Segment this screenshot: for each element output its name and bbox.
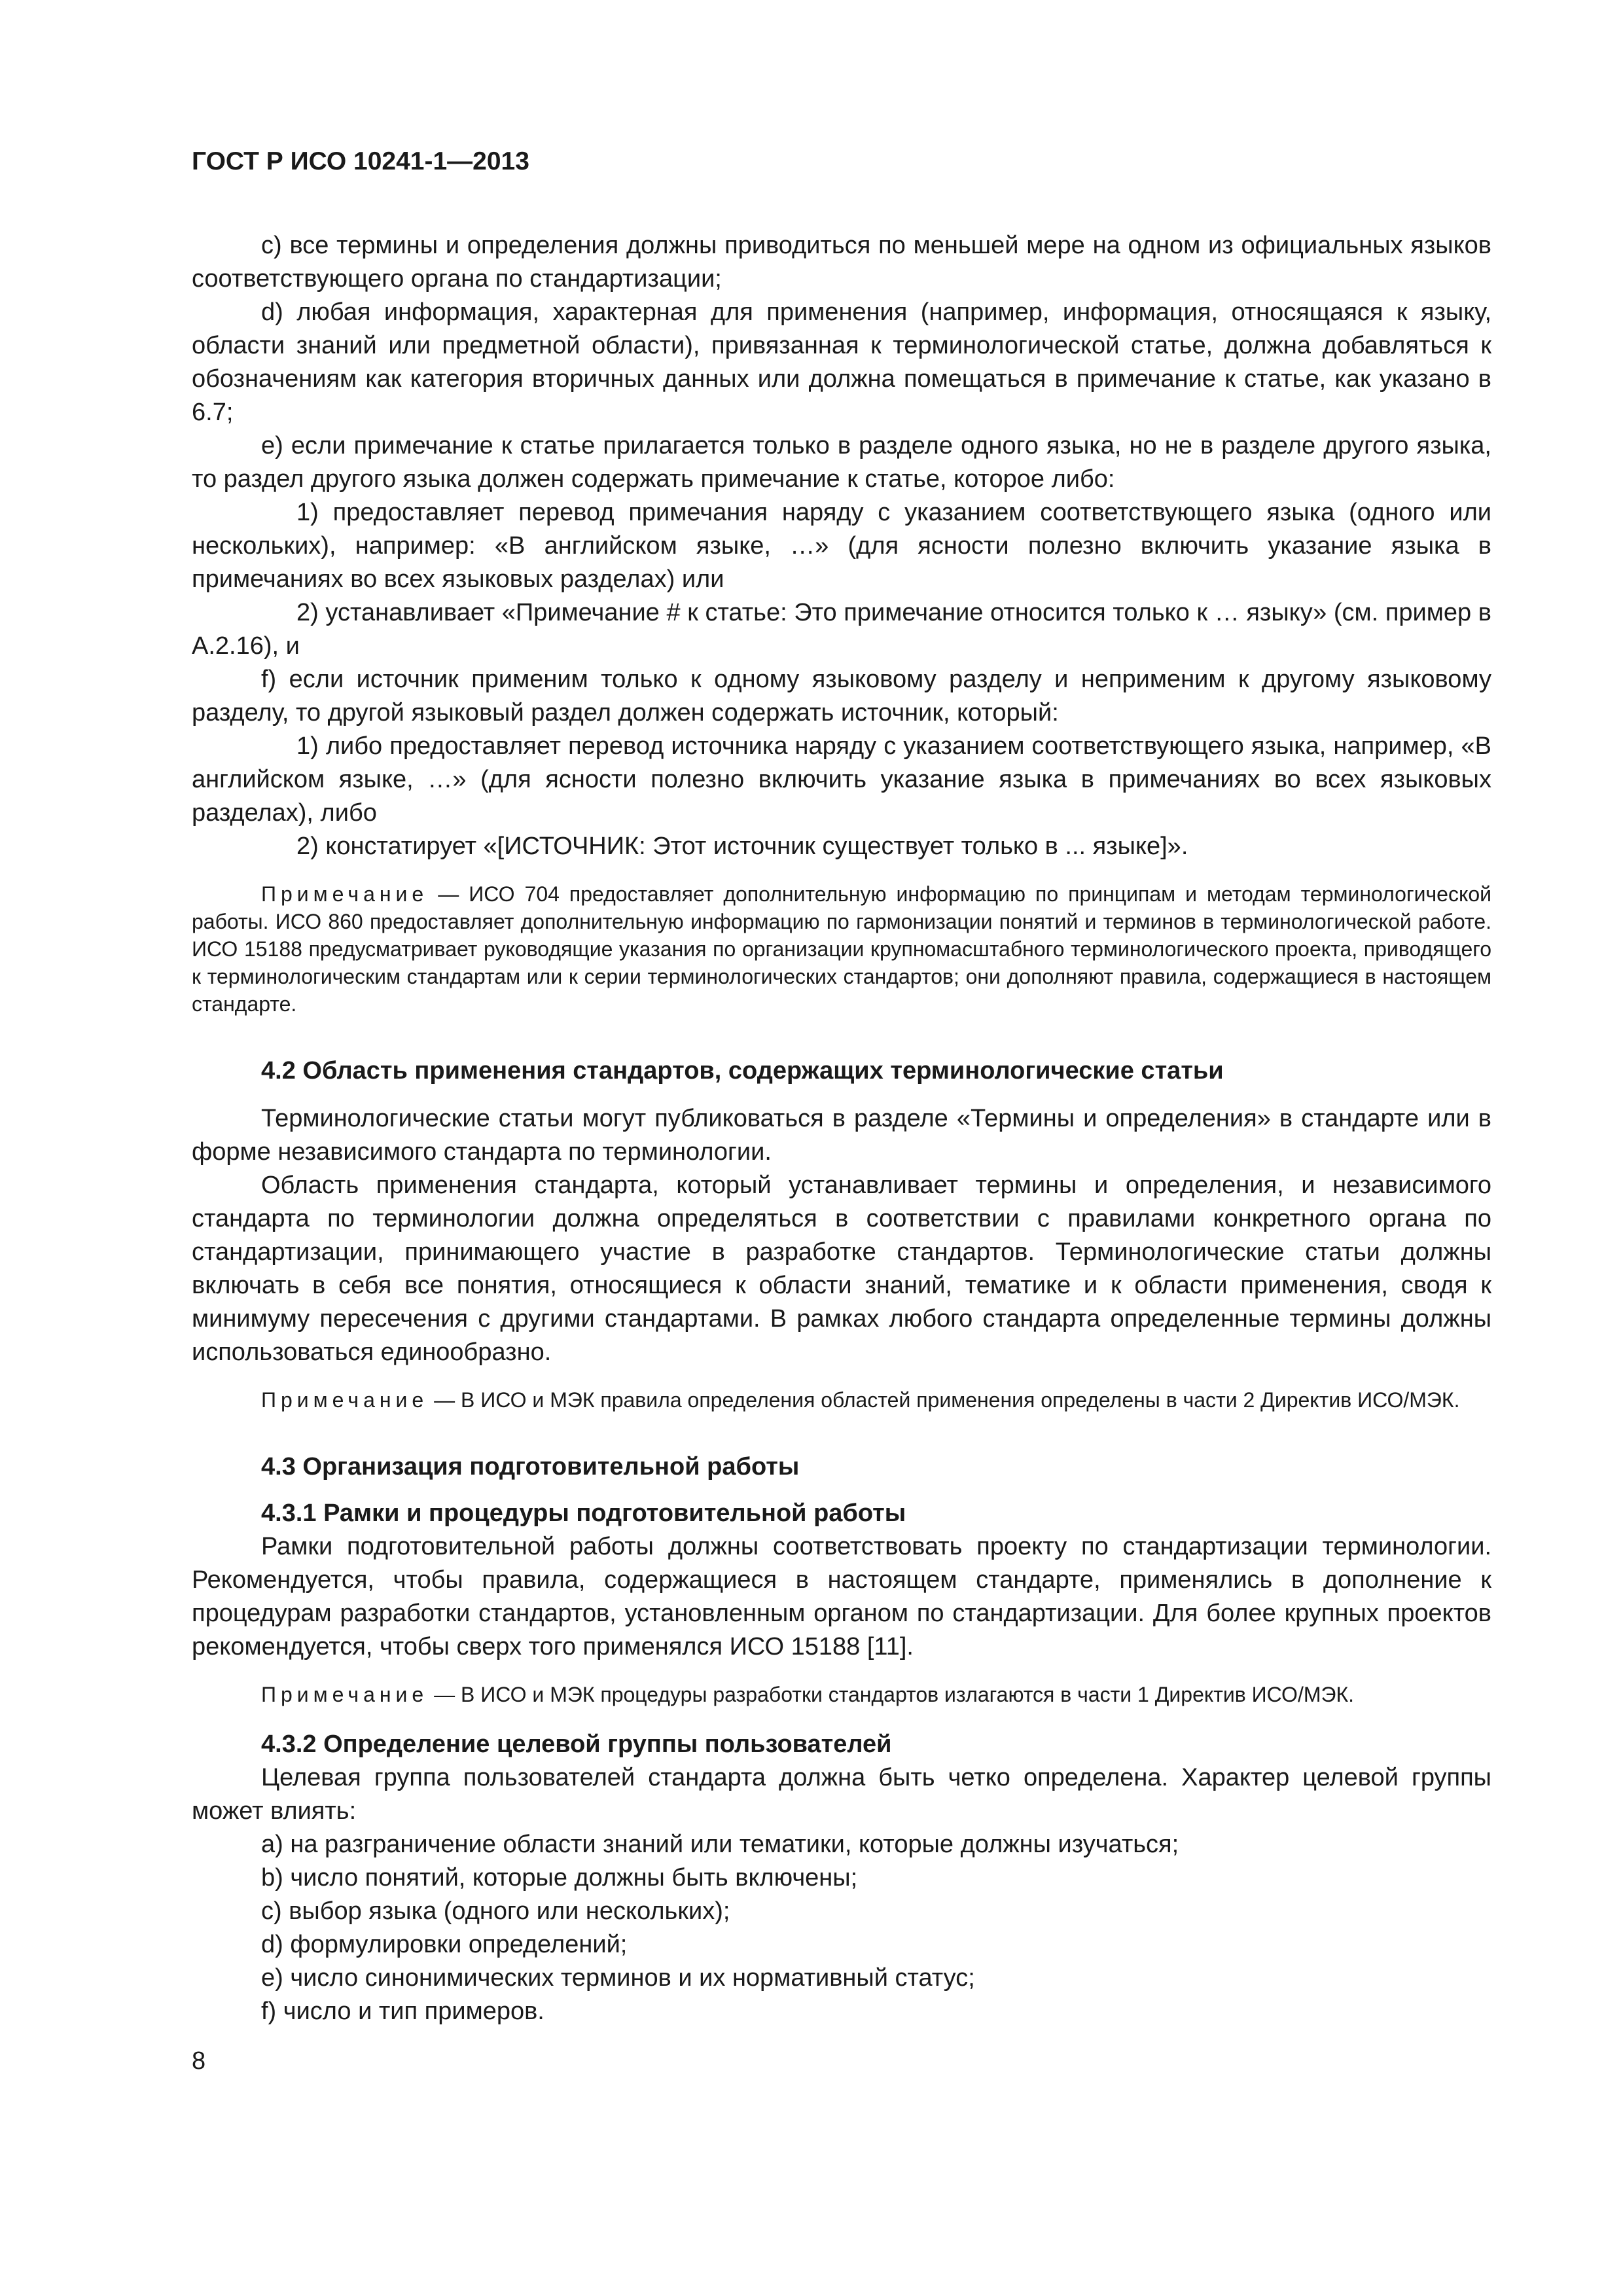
list-item-c: c) все термины и определения должны приводиться по меньшей мере на одном из официальных языков соответствующего органа по стандартизации;: [192, 232, 1491, 293]
list-item-f: f) если источник применим только к одному языковому разделу и неприменим к другому языковому разделу, то другой языковый раздел должен содержать источник, который:: [192, 666, 1491, 726]
list-item: a) на разграничение области знаний или тематики, которые должны изучаться;: [261, 1831, 1179, 1858]
paragraph: Терминологические статьи могут публиковаться в разделе «Термины и определения» в стандарте или в форме независимого стандарта по терминологии.: [192, 1105, 1491, 1166]
list-item-f1: 1) либо предоставляет перевод источника наряду с указанием соответствующего языка, например, «В английском языке, …» (для ясности полезно включить указание языка в примечаниях во всех языковых разделах), либо: [192, 732, 1491, 827]
section-heading-4-2: 4.2 Область применения стандартов, содержащих терминологические статьи: [261, 1057, 1224, 1085]
list-item: f) число и тип примеров.: [261, 1998, 544, 2025]
list-item: e) число синонимических терминов и их нормативный статус;: [261, 1964, 975, 1992]
note-label: Примечание: [261, 1388, 429, 1412]
subsection-heading-4-3-1: 4.3.1 Рамки и процедуры подготовительной работы: [261, 1499, 906, 1527]
page-number: 8: [192, 2047, 206, 2075]
list-item-e1: 1) предоставляет перевод примечания наряду с указанием соответствующего языка (одного или нескольких), например: «В английском языке, …» (для ясности полезно включить указание языка в примечаниях во всех языковых разделах) или: [192, 499, 1491, 593]
note-label: Примечание: [261, 1683, 429, 1706]
note-42: [192, 1386, 1491, 1414]
note-41: [192, 880, 1491, 1018]
list-item-e: e) если примечание к статье прилагается только в разделе одного языка, но не в разделе другого языка, то раздел другого языка должен содержать примечание к статье, которое либо:: [192, 432, 1491, 493]
list-item: c) выбор языка (одного или нескольких);: [261, 1897, 730, 1925]
note-label: Примечание: [261, 882, 429, 906]
list-item: d) формулировки определений;: [261, 1931, 628, 1958]
subsection-heading-4-3-2: 4.3.2 Определение целевой группы пользователей: [261, 1731, 892, 1758]
note-431: [192, 1681, 1491, 1708]
section-heading-4-3: 4.3 Организация подготовительной работы: [261, 1453, 800, 1480]
note-text: — ИСО 704 предоставляет дополнительную информацию по принципам и методам терминологической работы. ИСО 860 предоставляет дополнительную информацию по гармонизации понятий и терминов в терминологической работе. ИСО 15188 предусматривает руководящие указания по организации крупномасштабного терминологического проекта, приводящего к терминологическим стандартам или к серии терминологических стандартов; они дополняют правила, содержащиеся в настоящем стандарте.: [192, 882, 1491, 1016]
paragraph: Область применения стандарта, который устанавливает термины и определения, и независимого стандарта по терминологии должна определяться в соответствии с правилами конкретного органа по стандартизации, принимающего участие в разработке стандартов. Терминологические статьи должны включать в себя все понятия, относящиеся к области знаний, тематике и к области применения, сводя к минимуму пересечения с другими стандартами. В рамках любого стандарта определенные термины должны использоваться единообразно.: [192, 1172, 1491, 1366]
paragraph: Целевая группа пользователей стандарта должна быть четко определена. Характер целевой группы может влиять:: [192, 1764, 1491, 1825]
list-item-d: d) любая информация, характерная для применения (например, информация, относящаяся к языку, области знаний или предметной области), привязанная к терминологической статье, должна добавляться к обозначениям как категория вторичных данных или должна помещаться в примечание к статье, как указано в 6.7;: [192, 298, 1491, 426]
list-item: b) число понятий, которые должны быть включены;: [261, 1864, 858, 1892]
paragraph: Рамки подготовительной работы должны соответствовать проекту по стандартизации терминологии. Рекомендуется, чтобы правила, содержащиеся в настоящем стандарте, применялись в дополнение к процедурам разработки стандартов, установленным органом по стандартизации. Для более крупных проектов рекомендуется, чтобы сверх того применялся ИСО 15188 [11].: [192, 1533, 1491, 1660]
document-header: ГОСТ Р ИСО 10241-1—2013: [192, 147, 529, 175]
document-page: [192, 145, 1491, 2028]
note-text: — В ИСО и МЭК процедуры разработки стандартов излагаются в части 1 Директив ИСО/МЭК.: [428, 1683, 1355, 1706]
note-text: — В ИСО и МЭК правила определения областей применения определены в части 2 Директив ИСО/МЭК.: [428, 1388, 1460, 1412]
list-item-f2: 2) констатирует «[ИСТОЧНИК: Этот источник существует только в ... языке]».: [296, 833, 1188, 860]
list-item-e2: 2) устанавливает «Примечание # к статье: Это примечание относится только к … языку» (см. пример в А.2.16), и: [192, 599, 1491, 660]
